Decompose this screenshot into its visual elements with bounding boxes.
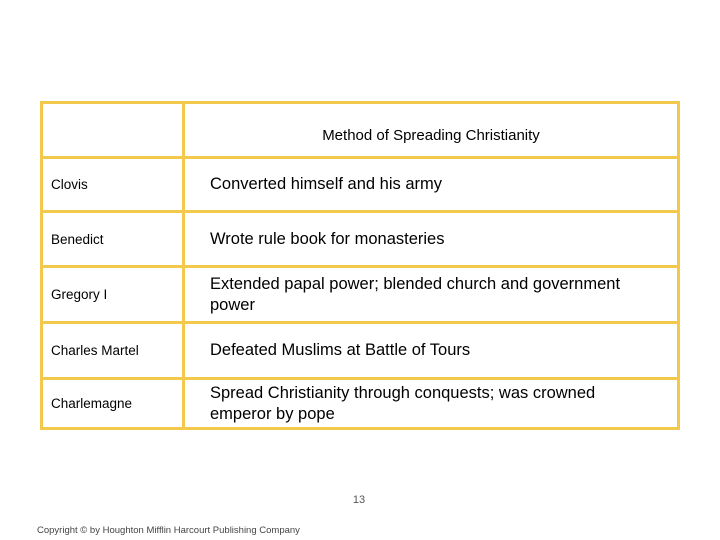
method-text: Spread Christianity through conquests; was crowned emperor by pope [184,379,679,429]
method-text: Extended papal power; blended church and government power [184,267,679,323]
method-text: Defeated Muslims at Battle of Tours [184,323,679,379]
method-text: Converted himself and his army [184,158,679,212]
table-row [42,158,679,212]
column-header: Method of Spreading Christianity [184,103,679,158]
leader-name: Benedict [42,212,184,267]
method-text: Wrote rule book for monasteries [184,212,679,267]
leader-name: Clovis [42,158,184,212]
table-row [42,267,679,323]
page-number: 13 [352,494,366,506]
leader-name: Gregory I [42,267,184,323]
header-empty-cell [42,103,184,158]
leader-name: Charlemagne [42,379,184,429]
table-row [42,323,679,379]
table-header-row [42,103,679,158]
leader-name: Charles Martel [42,323,184,379]
table-row [42,212,679,267]
christianity-table [40,101,680,430]
copyright-notice: Copyright © by Houghton Mifflin Harcourt Publishing Company [37,525,300,536]
table-row [42,379,679,429]
